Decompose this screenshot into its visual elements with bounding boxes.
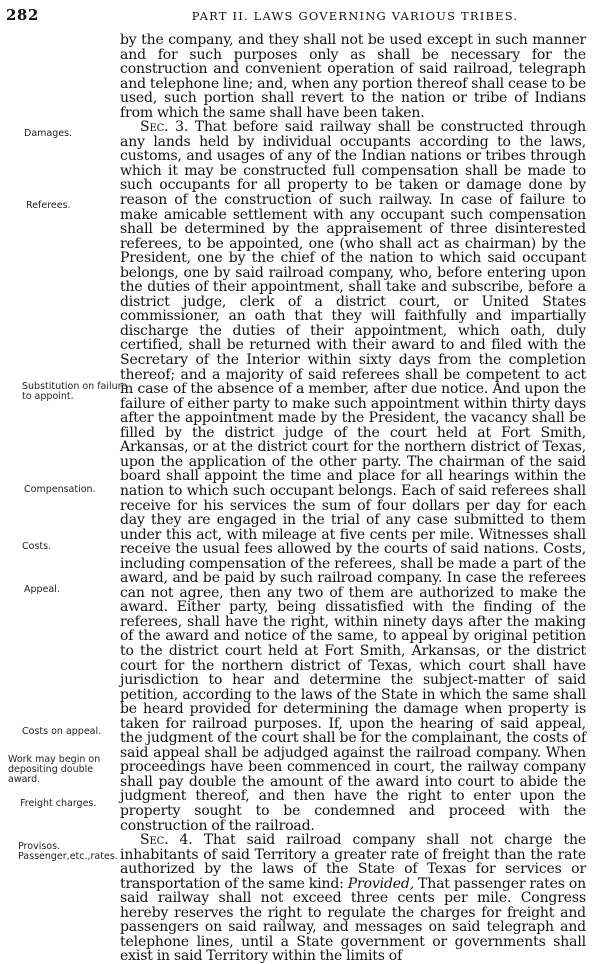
- section-3-paragraph: [120, 120, 586, 833]
- section-3-label: Sec. 3.: [140, 119, 189, 136]
- marginal-note-compensation: Compensation.: [24, 484, 96, 495]
- section-3-text: That before said railway shall be constructed through any lands held by individual occupants according to the laws, customs, and usages of any of the Indian nations or tribes through which it may be constructed full compensation shall be made to such occupants for all property to be taken or damage done by reason of the construction of such railway. In case of failure to make amicable settlement with any occupant such compensation shall be determined by the appraisement of three disinterested referees, to be appointed, one (who shall act as chairman) by the President, one by the chief of the nation to which said occupant belongs, one by said railroad company, who, before entering upon the duties of their appointment, shall take and subscribe, before a district judge, clerk of a district court, or United States commissioner, an oath that they will faithfully and impartially discharge the duties of their appointment, which oath, duly certified, shall be returned with their award to and filed with the Secretary of the Interior within sixty days from the completion thereof; and a majority of said referees shall be competent to act in case of the absence of a member, after due notice. And upon the failure of either party to make such appointment within thirty days after the appointment made by the President, the vacancy shall be filled by the district judge of the court held at Fort Smith, Arkansas, or at the district court for the northern district of Texas, upon the application of the other party. The chairman of the said board shall appoint the time and place for all hearings within the nation to which such occupant belongs. Each of said referees shall receive for his services the sum of four dollars per day for each day they are engaged in the trial of any case submitted to them under this act, with mileage at five cents per mile. Witnesses shall receive the usual fees allowed by the courts of said nations. Costs, including compensation of the referees, shall be made a part of the award, and be paid by such railroad company. In case the referees can not agree, then any two of them are authorized to make the award. Either party, being dissatisfied with the finding of the referees, shall have the right, within ninety days after the making of the award and notice of the same, to appeal by original petition to the district court held at Fort Smith, Arkansas, or the district court for the northern district of Texas, which court shall have jurisdiction to hear and determine the subject-matter of said petition, according to the laws of the State in which the same shall be heard provided for determining the damage when property is taken for railroad purposes. If, upon the hearing of said appeal, the judgment of the court shall be for the complainant, the costs of said appeal shall be adjudged against the railroad company. When proceedings have been commenced in court, the railway company shall pay double the amount of the award into court to abide the judgment thereof, and then have the right to enter upon the property sought to be condemned and proceed with the construction of the railroad.: [120, 119, 586, 834]
- marginal-note-damages: Damages.: [24, 128, 73, 139]
- section-4-paragraph: [120, 833, 586, 964]
- body-text: [120, 33, 586, 964]
- page-number: 282: [6, 6, 39, 24]
- marginal-note-appeal: Appeal.: [24, 584, 60, 595]
- marginal-note-freight-charges: Freight charges.: [20, 798, 97, 809]
- paragraph-continuation: by the company, and they shall not be used except in such manner and for such purposes only as shall be necessary for the construction and convenient operation of said railroad, telegraph and telephone line; and, when any portion thereof shall cease to be used, such portion shall revert to the nation or tribe of Indians from which the same shall have been taken.: [120, 32, 586, 121]
- section-4-text-b: That passenger rates on said railway shall not exceed three cents per mile. Congress hereby reserves the right to regulate the charges for freight and passengers on said railway, and messages on said telegraph and telephone lines, until a State government or governments shall exist in said Territory within the limits of: [120, 875, 587, 964]
- marginal-note-costs-on-appeal: Costs on appeal.: [22, 726, 102, 737]
- marginal-note-provisos: Provisos. Passenger,etc.,rates.: [18, 841, 118, 862]
- section-4-label: Sec. 4.: [140, 832, 193, 849]
- section-4-text-a: That said railroad company shall not charge the inhabitants of said Territory a greater rate of freight than the rate authorized by the laws of the State of Texas for services or transportation of the same kind:: [120, 832, 586, 892]
- section-4-provided: Provided,: [347, 875, 415, 892]
- marginal-note-substitution: Substitution on failure to appoint.: [22, 381, 128, 402]
- marginal-note-referees: Referees.: [26, 200, 71, 211]
- running-head: PART II. LAWS GOVERNING VARIOUS TRIBES.: [191, 9, 519, 23]
- marginal-note-work-may-begin: Work may begin on depositing double award.: [8, 754, 101, 785]
- marginal-note-costs: Costs.: [22, 541, 52, 552]
